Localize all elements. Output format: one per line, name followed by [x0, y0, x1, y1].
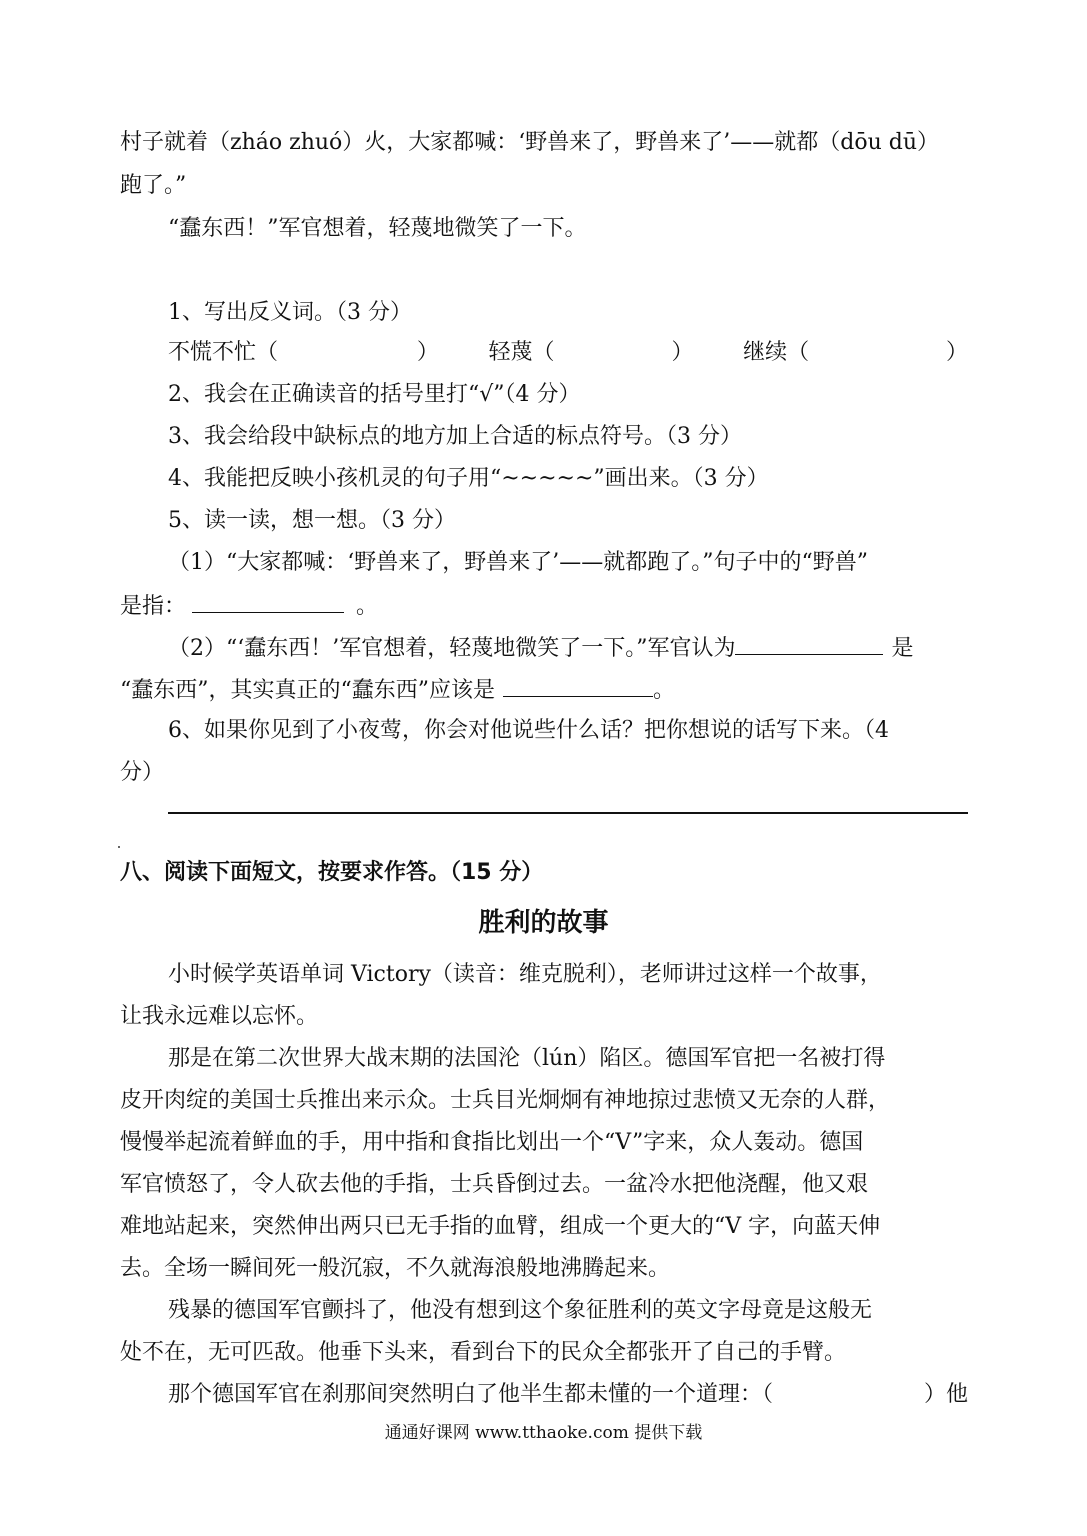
story-title: 胜利的故事 — [478, 908, 609, 938]
story-p2-line6: 去。全场一瞬间死一般沉寂，不久就海浪般地沸腾起来。 — [120, 1256, 671, 1281]
question-1: 1、写出反义词。（3 分） — [168, 300, 412, 325]
answer-line[interactable] — [168, 812, 968, 814]
story-p1-line2: 让我永远难以忘怀。 — [120, 1004, 319, 1029]
question-5: 5、读一读，想一想。（3 分） — [168, 508, 456, 533]
story-p3-line1: 残暴的德国军官颤抖了，他没有想到这个象征胜利的英文字母竟是这般无 — [168, 1298, 873, 1323]
passage-line-3: “蠢东西！”军官想着，轻蔑地微笑了一下。 — [168, 216, 587, 241]
page-footer: 通通好课网 www.tthaoke.com 提供下载 — [384, 1423, 703, 1443]
question-5-1: （1）“大家都喊：‘野兽来了，野兽来了’——就都跑了。”句子中的“野兽” — [168, 550, 868, 575]
question-6: 6、如果你见到了小夜莺，你会对他说些什么话？把你想说的话写下来。（4 — [168, 718, 889, 743]
story-p4-line1: 那个德国军官在刹那间突然明白了他半生都未懂的一个道理：（ ）他 — [168, 1382, 968, 1407]
passage-line-1: 村子就着（zháo zhuó）火，大家都喊：‘野兽来了，野兽来了’——就都（dōu dū） — [120, 130, 940, 155]
question-2: 2、我会在正确读音的括号里打“√”（4 分） — [168, 382, 581, 407]
passage-line-2: 跑了。” — [120, 173, 187, 198]
question-5-1-answer: 是指： 。 — [120, 590, 378, 622]
story-p2-line3: 慢慢举起流着鲜血的手，用中指和食指比划出一个“V”字来，众人轰动。德国 — [120, 1130, 864, 1155]
scan-speck — [118, 846, 120, 848]
story-p2-line2: 皮开肉绽的美国士兵推出来示众。士兵目光炯炯有神地掠过悲愤又无奈的人群， — [120, 1088, 891, 1113]
question-1-items: 不慌不忙（ ） 轻蔑（ ） 继续（ ） — [168, 340, 969, 365]
question-4: 4、我能把反映小孩机灵的句子用“~~~~~”画出来。（3 分） — [168, 466, 769, 491]
answer-blank[interactable] — [735, 632, 883, 655]
question-5-2: （2）“‘蠢东西！’军官想着，轻蔑地微笑了一下。”军官认为 是 — [168, 632, 914, 664]
story-p2-line5: 难地站起来，突然伸出两只已无手指的血臂，组成一个更大的“V 字，向蓝天伸 — [120, 1214, 881, 1239]
question-3: 3、我会给段中缺标点的地方加上合适的标点符号。（3 分） — [168, 424, 742, 449]
section-8-heading: 八、阅读下面短文，按要求作答。（15 分） — [120, 860, 544, 885]
question-5-2-answer: “蠢东西”，其实真正的“蠢东西”应该是 。 — [120, 674, 675, 706]
story-p2-line1: 那是在第二次世界大战末期的法国沦（lún）陷区。德国军官把一名被打得 — [168, 1046, 886, 1071]
answer-blank[interactable] — [192, 590, 344, 613]
answer-blank[interactable] — [503, 674, 653, 697]
question-6-cont: 分） — [120, 760, 165, 785]
story-p3-line2: 处不在，无可匹敌。他垂下头来，看到台下的民众全都张开了自己的手臂。 — [120, 1340, 847, 1365]
story-p2-line4: 军官愤怒了，令人砍去他的手指，士兵昏倒过去。一盆冷水把他浇醒，他又艰 — [120, 1172, 869, 1197]
story-p1-line1: 小时候学英语单词 Victory（读音：维克脱利），老师讲过这样一个故事， — [168, 962, 882, 987]
